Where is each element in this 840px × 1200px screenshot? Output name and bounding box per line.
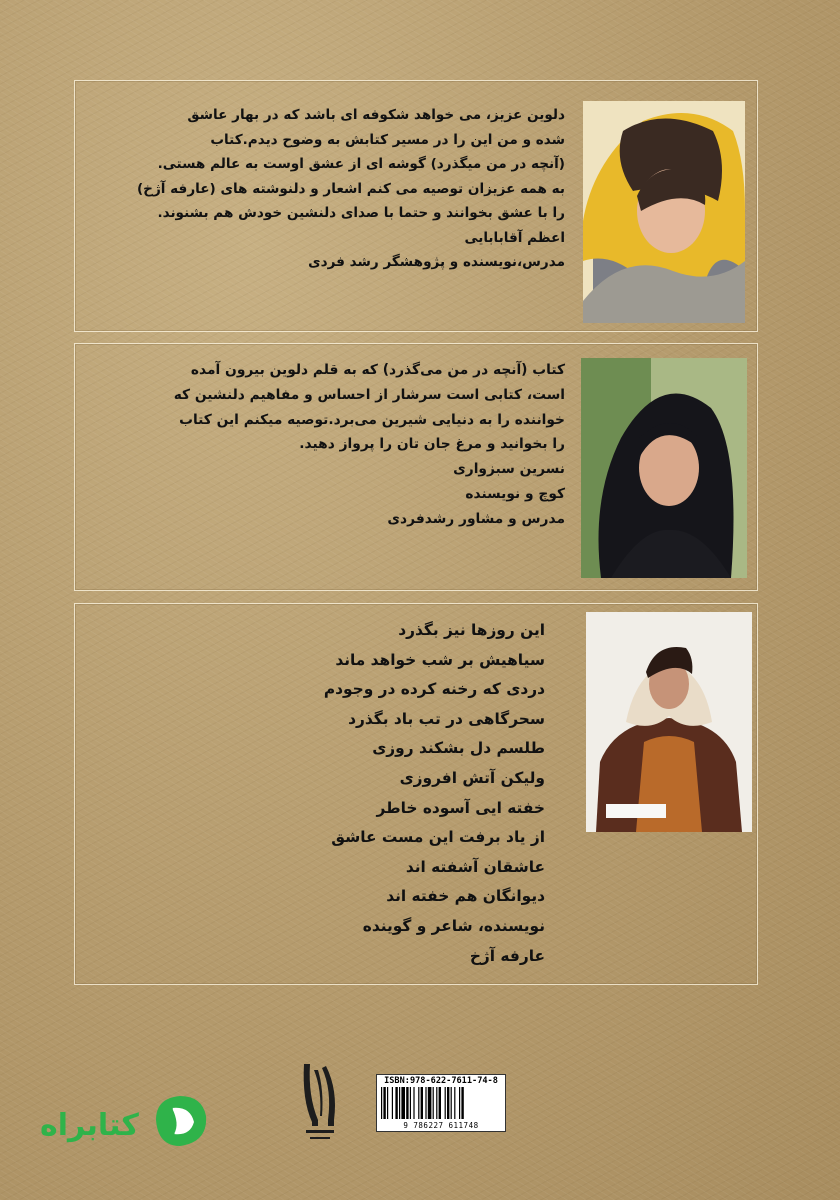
testimonial-line: را بخوانید و مرغ جان تان را پرواز دهید. <box>299 436 565 453</box>
barcode-bars <box>381 1087 501 1119</box>
publisher-logo-icon <box>298 1060 342 1144</box>
testimonial-text-2 <box>95 358 565 532</box>
testimonial-line: کتاب (آنچه در من می‌گذرد) که به قلم دلوین بیرون آمده <box>190 362 565 378</box>
isbn-barcode <box>376 1074 506 1132</box>
barcode-digits: 9 786227 611748 <box>403 1121 479 1130</box>
poem-line: از یاد برفت این مست عاشق <box>331 828 545 847</box>
poem-line: سحرگاهی در تب باد بگذرد <box>348 709 545 728</box>
poem-line: دیوانگان هم خفته اند <box>386 887 545 906</box>
brand-name: کتابراه <box>40 1108 139 1143</box>
poet-title: نویسنده، شاعر و گوینده <box>362 916 545 935</box>
isbn-text: ISBN:978-622-7611-74-8 <box>384 1076 498 1086</box>
poem-text <box>105 616 545 971</box>
testimonial-line: خواننده را به دنیایی شیرین می‌برد.توصیه میکنم این کتاب <box>179 411 565 428</box>
author-photo-2 <box>581 358 747 578</box>
testimonial-author: نسرین سبزواری <box>453 461 565 478</box>
testimonial-author-title: مدرس و مشاور رشدفردی <box>387 510 565 527</box>
testimonial-author: اعظم آقابابایی <box>464 229 565 246</box>
brand-logo <box>40 1090 210 1156</box>
testimonial-line: به همه عزیزان توصیه می کنم اشعار و دلنوشته های (عارفه آژخ) <box>136 180 565 197</box>
testimonial-line: دلوین عزیز، می خواهد شکوفه ای باشد که در بهار عاشق <box>187 107 565 123</box>
poem-line: عاشقان آشفته اند <box>405 857 545 876</box>
testimonial-panel-1 <box>74 80 758 332</box>
testimonial-panel-2 <box>74 343 758 591</box>
testimonial-line: شده و من این را در مسیر کتابش به وضوح دیدم.کتاب <box>210 131 565 148</box>
poet-name: عارفه آژخ <box>469 946 545 965</box>
poem-line: طلسم دل بشکند روزی <box>372 739 545 758</box>
testimonial-author-title: مدرس،نویسنده و پژوهشگر رشد فردی <box>308 254 565 270</box>
testimonial-line: است، کتابی است سرشار از احساس و مفاهیم دلنشین که <box>173 386 565 403</box>
poem-line: سیاهیش بر شب خواهد ماند <box>335 650 545 669</box>
testimonial-line: را با عشق بخوانند و حتما با صدای دلنشین خودش هم بشنوند. <box>157 205 565 221</box>
author-photo-1 <box>583 101 745 323</box>
poem-panel <box>74 603 758 985</box>
poem-line: این روزها نیز بگذرد <box>398 621 545 639</box>
poem-line: خفته ایی آسوده خاطر <box>376 798 545 817</box>
poem-line: دردی که رخنه کرده در وجودم <box>323 680 545 699</box>
poet-photo <box>586 612 752 832</box>
testimonial-text-1 <box>95 103 565 275</box>
testimonial-line: (آنچه در من میگذرد) گوشه ای از عشق اوست به عالم هستی. <box>157 156 565 172</box>
book-leaf-icon <box>150 1090 212 1152</box>
testimonial-author-title: کوچ و نویسنده <box>465 485 565 502</box>
poem-line: ولیکن آتش افروزی <box>399 768 545 787</box>
